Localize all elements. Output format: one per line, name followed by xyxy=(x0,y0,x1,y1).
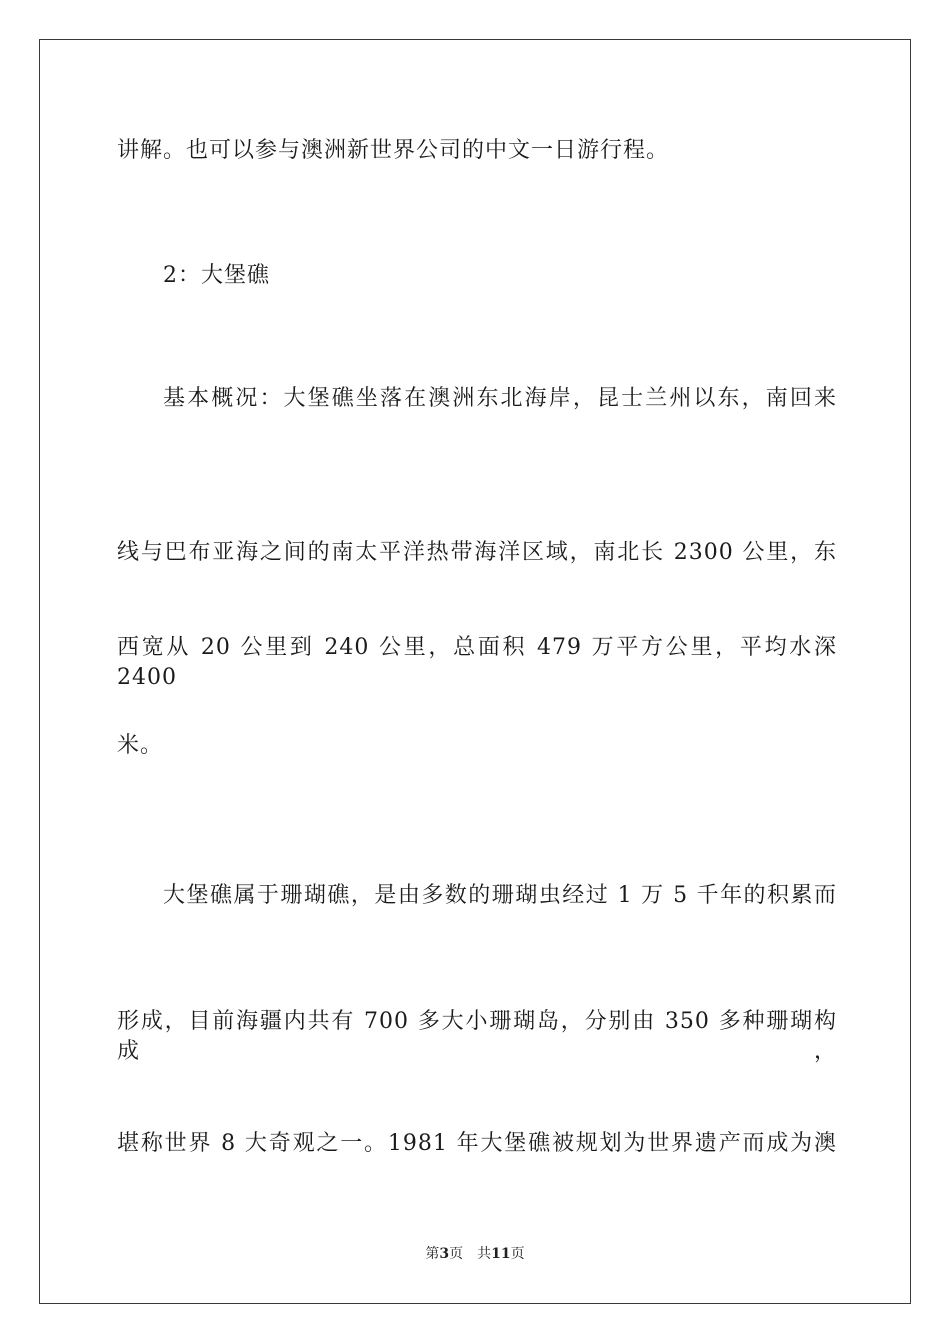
text-line-7: 大堡礁属于珊瑚礁，是由多数的珊瑚虫经过 1 万 5 千年的积累而 xyxy=(163,883,837,908)
page-footer xyxy=(0,1245,950,1263)
text-line-3: 基本概况：大堡礁坐落在澳洲东北海岸，昆士兰州以东，南回来 xyxy=(163,386,837,411)
text-line-6: 米。 xyxy=(117,733,164,758)
footer-total-prefix: 共 xyxy=(477,1246,492,1262)
section-heading: 2：大堡礁 xyxy=(163,263,270,288)
text-line-4: 线与巴布亚海之间的南太平洋热带海洋区域，南北长 2300 公里，东 xyxy=(117,540,837,565)
footer-total-pages: 11 xyxy=(491,1246,511,1262)
footer-page-suffix: 页 xyxy=(449,1246,464,1262)
footer-page-prefix: 第 xyxy=(425,1246,440,1262)
text-line-5: 西宽从 20 公里到 240 公里，总面积 479 万平方公里，平均水深 2400 xyxy=(117,635,837,690)
text-line-8: 形成，目前海疆内共有 700 多大小珊瑚岛，分别由 350 多种珊瑚构成， xyxy=(117,1009,837,1064)
text-line-1: 讲解。也可以参与澳洲新世界公司的中文一日游行程。 xyxy=(117,138,670,163)
footer-total-suffix: 页 xyxy=(510,1246,525,1262)
text-line-9: 堪称世界 8 大奇观之一。1981 年大堡礁被规划为世界遗产而成为澳 xyxy=(117,1131,837,1156)
footer-page-number: 3 xyxy=(439,1246,450,1262)
